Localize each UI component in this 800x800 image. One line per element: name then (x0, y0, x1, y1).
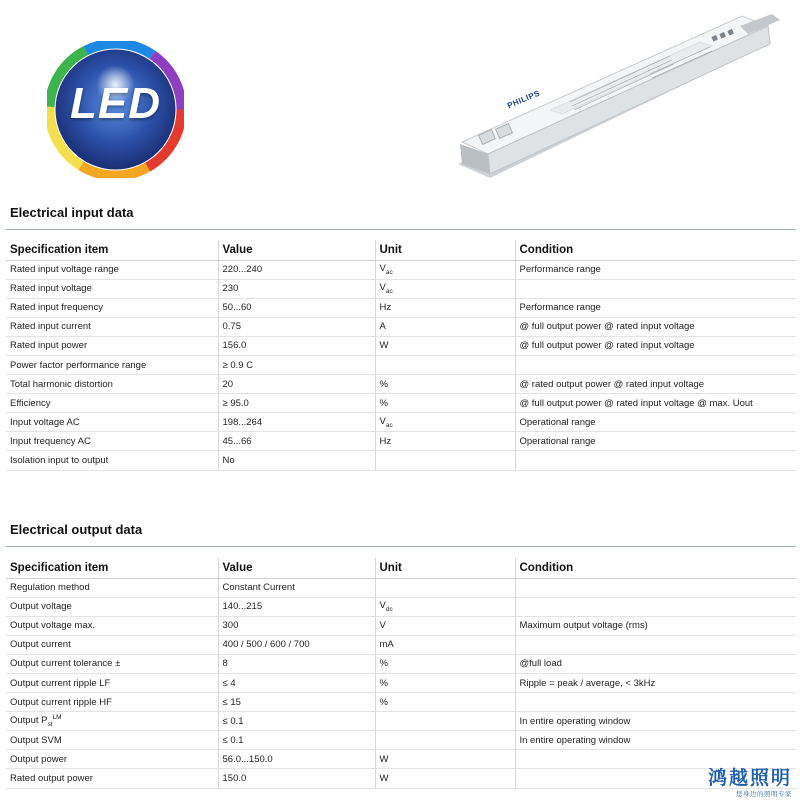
cell-unit (375, 432, 515, 451)
cell-spec-item (6, 279, 218, 298)
cell-value: 0.75 (218, 317, 375, 336)
spec-item-text: Efficiency (10, 397, 51, 409)
cell-unit (375, 769, 515, 788)
cell-spec-item (6, 731, 218, 750)
cell-value: 230 (218, 279, 375, 298)
cell-spec-item (6, 432, 218, 451)
spec-item-text: Total harmonic distortion (10, 378, 113, 390)
cell-unit (375, 260, 515, 279)
table-header-row (6, 558, 796, 578)
spec-item-text: Output voltage max. (10, 620, 96, 632)
cell-spec-item (6, 394, 218, 413)
unit-text: Hz (379, 302, 392, 314)
cell-condition: Maximum output voltage (rms) (515, 616, 796, 635)
unit-text: Hz (379, 435, 392, 447)
header-spec-item: Specification item (6, 558, 218, 578)
cell-value: ≤ 0.1 (218, 712, 375, 731)
table-row (6, 616, 796, 635)
table-row (6, 355, 796, 374)
header-unit: Unit (375, 558, 515, 578)
unit-text: % (379, 658, 388, 670)
cell-spec-item (6, 298, 218, 317)
cell-value: 220...240 (218, 260, 375, 279)
cell-spec-item (6, 355, 218, 374)
led-driver-image (450, 14, 780, 190)
cell-value: ≤ 4 (218, 673, 375, 692)
cell-spec-item (6, 413, 218, 432)
cell-unit (375, 394, 515, 413)
cell-spec-item (6, 673, 218, 692)
cell-unit (375, 693, 515, 712)
unit-subscript: ac (385, 421, 393, 429)
spec-item-text: Rated input power (10, 340, 88, 352)
cell-value: ≤ 0.1 (218, 731, 375, 750)
table-row (6, 451, 796, 470)
cell-unit (375, 375, 515, 394)
cell-condition (515, 451, 796, 470)
header-condition: Condition (515, 240, 796, 260)
table-row (6, 693, 796, 712)
led-driver-drawing (450, 14, 780, 190)
cell-value: 50...60 (218, 298, 375, 317)
spec-item-text: Input frequency AC (10, 435, 91, 447)
cell-condition: In entire operating window (515, 731, 796, 750)
cell-unit (375, 279, 515, 298)
table-row (6, 712, 796, 731)
cell-spec-item (6, 769, 218, 788)
cell-spec-item (6, 451, 218, 470)
unit-text: % (379, 397, 388, 409)
cell-spec-item (6, 693, 218, 712)
table-row (6, 336, 796, 355)
cell-spec-item (6, 712, 218, 731)
table-row (6, 279, 796, 298)
product-brand-label: PHILIPS (506, 88, 542, 111)
unit-subscript: dc (385, 606, 393, 614)
cell-value: 300 (218, 616, 375, 635)
unit-subscript: ac (385, 268, 393, 276)
spec-item-text: Output current tolerance ± (10, 658, 121, 670)
cell-condition: Performance range (515, 260, 796, 279)
led-logo (47, 41, 184, 178)
cell-unit (375, 673, 515, 692)
cell-unit (375, 578, 515, 597)
cell-value: ≥ 0.9 C (218, 355, 375, 374)
spec-item-text: Output SVM (10, 734, 62, 746)
unit-text: V (379, 415, 386, 427)
output-spec-table (6, 558, 796, 789)
cell-unit (375, 750, 515, 769)
header-value: Value (218, 240, 375, 260)
spec-item-text: Power factor performance range (10, 359, 147, 371)
spec-item-text: Output P (10, 715, 48, 727)
cell-spec-item (6, 375, 218, 394)
spec-item-superscript: LM (52, 714, 62, 722)
cell-condition: @ full output power @ rated input voltage (515, 336, 796, 355)
cell-value: 150.0 (218, 769, 375, 788)
table-row (6, 394, 796, 413)
table-header-row (6, 240, 796, 260)
cell-unit (375, 635, 515, 654)
spec-item-text: Rated output power (10, 772, 93, 784)
cell-unit (375, 451, 515, 470)
table-row (6, 375, 796, 394)
cell-unit (375, 597, 515, 616)
unit-text: % (379, 696, 388, 708)
input-section-divider (6, 229, 796, 230)
cell-spec-item (6, 616, 218, 635)
unit-text: A (379, 321, 386, 333)
unit-text: W (379, 340, 389, 352)
cell-value: 198...264 (218, 413, 375, 432)
cell-condition: @ rated output power @ rated input voltage (515, 375, 796, 394)
cell-unit (375, 413, 515, 432)
cell-value: 20 (218, 375, 375, 394)
unit-text: % (379, 677, 388, 689)
spec-item-text: Rated input voltage (10, 283, 92, 295)
table-row (6, 597, 796, 616)
header-unit: Unit (375, 240, 515, 260)
cell-condition: Operational range (515, 413, 796, 432)
unit-subscript: ac (385, 288, 393, 296)
cell-spec-item (6, 654, 218, 673)
cell-spec-item (6, 597, 218, 616)
spec-item-text: Rated input frequency (10, 302, 103, 314)
unit-text: mA (379, 639, 394, 651)
cell-value: 156.0 (218, 336, 375, 355)
input-section-title: Electrical input data (10, 205, 134, 220)
cell-unit (375, 712, 515, 731)
cell-unit (375, 355, 515, 374)
cell-condition (515, 750, 796, 769)
unit-text: V (379, 620, 386, 632)
spec-item-text: Output power (10, 753, 68, 765)
cell-value: 400 / 500 / 600 / 700 (218, 635, 375, 654)
cell-condition: Operational range (515, 432, 796, 451)
watermark (708, 769, 792, 798)
table-row (6, 260, 796, 279)
cell-spec-item (6, 317, 218, 336)
spec-item-text: Rated input voltage range (10, 264, 119, 276)
cell-spec-item (6, 260, 218, 279)
spec-item-text: Output current (10, 639, 71, 651)
cell-condition: @ full output power @ rated input voltage (515, 317, 796, 336)
header-condition: Condition (515, 558, 796, 578)
input-spec-table (6, 240, 796, 471)
cell-condition (515, 635, 796, 654)
spec-item-text: Input voltage AC (10, 416, 80, 428)
spec-item-text: Rated input current (10, 321, 91, 333)
table-row (6, 731, 796, 750)
watermark-tagline: 您身边的照明专家 (736, 791, 792, 798)
cell-condition (515, 355, 796, 374)
input-table-body (6, 260, 796, 470)
cell-value: ≤ 15 (218, 693, 375, 712)
cell-value: ≥ 95.0 (218, 394, 375, 413)
cell-condition: @ full output power @ rated input voltage @ max. Uout (515, 394, 796, 413)
table-row (6, 298, 796, 317)
cell-value: No (218, 451, 375, 470)
unit-text: W (379, 753, 389, 765)
unit-text: V (379, 282, 386, 294)
cell-condition: Performance range (515, 298, 796, 317)
cell-condition (515, 578, 796, 597)
cell-unit (375, 317, 515, 336)
table-row (6, 413, 796, 432)
header-value: Value (218, 558, 375, 578)
table-row (6, 432, 796, 451)
cell-condition: In entire operating window (515, 712, 796, 731)
cell-unit (375, 731, 515, 750)
cell-condition (515, 597, 796, 616)
cell-value: 140...215 (218, 597, 375, 616)
table-row (6, 769, 796, 788)
spec-item-text: Regulation method (10, 582, 90, 594)
unit-text: V (379, 600, 386, 612)
cell-condition (515, 693, 796, 712)
cell-value: 45...66 (218, 432, 375, 451)
cell-unit (375, 336, 515, 355)
spec-item-text: Isolation input to output (10, 454, 109, 466)
output-table-body (6, 578, 796, 788)
cell-unit (375, 298, 515, 317)
cell-spec-item (6, 336, 218, 355)
spec-item-text: Output current ripple LF (10, 677, 111, 689)
table-row (6, 750, 796, 769)
cell-unit (375, 654, 515, 673)
spec-item-text: Output current ripple HF (10, 696, 112, 708)
table-row (6, 317, 796, 336)
cell-condition (515, 279, 796, 298)
led-logo-text: LED (70, 79, 161, 128)
cell-spec-item (6, 750, 218, 769)
cell-value: 8 (218, 654, 375, 673)
cell-condition: Ripple = peak / average, < 3kHz (515, 673, 796, 692)
output-section-divider (6, 546, 796, 547)
watermark-brand: 鸿越照明 (707, 768, 792, 789)
output-section-title: Electrical output data (10, 522, 143, 537)
unit-text: V (379, 263, 386, 275)
cell-value: Constant Current (218, 578, 375, 597)
unit-text: W (379, 772, 389, 784)
spec-item-text: Output voltage (10, 601, 72, 613)
unit-text: % (379, 378, 388, 390)
header-spec-item: Specification item (6, 240, 218, 260)
table-row (6, 578, 796, 597)
cell-spec-item (6, 578, 218, 597)
cell-spec-item (6, 635, 218, 654)
cell-unit (375, 616, 515, 635)
table-row (6, 654, 796, 673)
table-row (6, 635, 796, 654)
spec-item-subscript: st (47, 721, 53, 729)
cell-condition: @full load (515, 654, 796, 673)
cell-value: 56.0...150.0 (218, 750, 375, 769)
table-row (6, 673, 796, 692)
